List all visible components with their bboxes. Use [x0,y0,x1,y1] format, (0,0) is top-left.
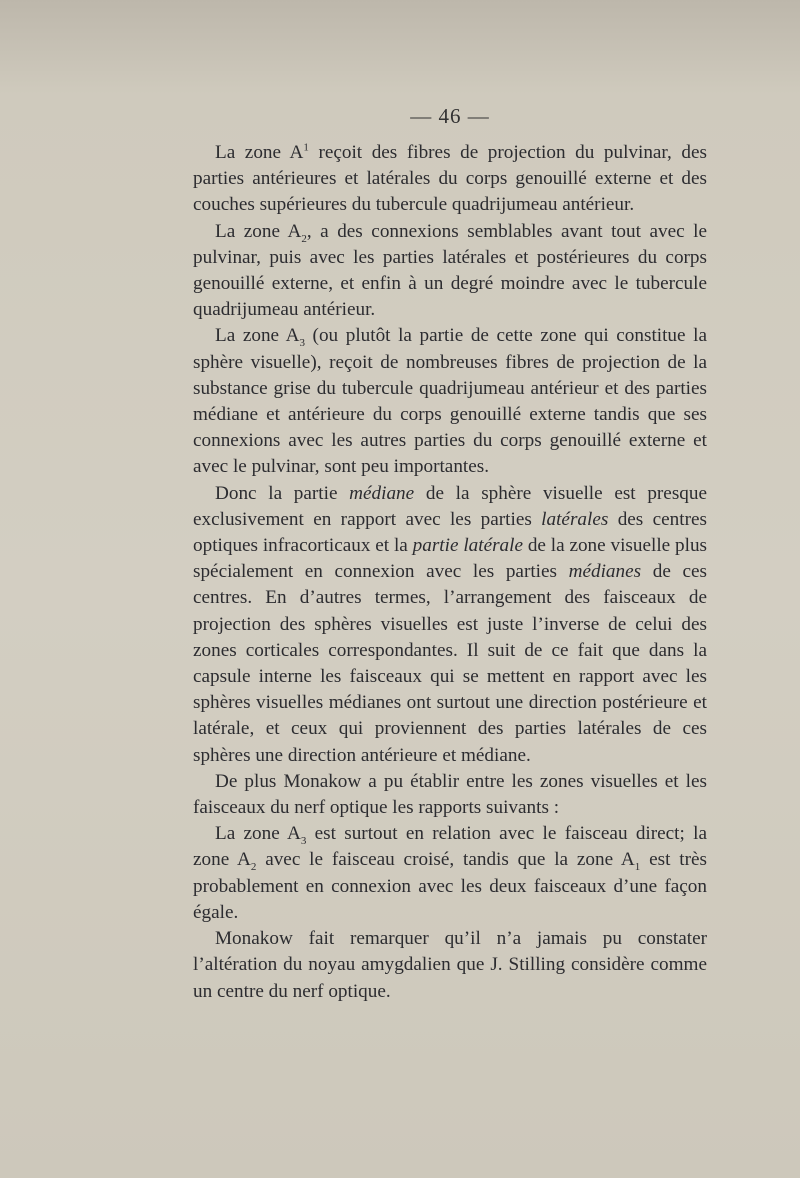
text-run: de la sphère visuelle est presque exclusivement en rapport avec les parties [193,482,707,530]
paragraph [193,323,707,480]
text-run: avec le faisceau croisé, tandis que la zone A [256,849,635,871]
text-run: La zone A [215,823,301,845]
italic-run: médianes [568,561,642,583]
subscript: 3 [299,337,305,350]
paragraph [193,821,707,926]
paragraph [193,769,707,821]
paragraph [193,481,707,769]
text-run: La zone A [215,325,300,347]
text-run: est très probablement en connexion avec les deux faisceaux d’une façon égale. [193,849,707,923]
subscript: 3 [300,835,307,848]
body-text [193,140,707,1005]
text-run: reçoit des fibres de projection du pulvinar, des parties antérieures et latérales du corps genouillé externe et des couches supérieures du tubercule quadrijumeau antérieur. [193,142,707,216]
subscript: 2 [301,232,307,245]
text-run: de la zone visuelle plus spécialement en connexion avec les parties [193,535,707,583]
italic-run: partie latérale [412,535,523,557]
paragraph [193,926,707,1005]
text-run: , a des connexions semblables avant tout avec le pulvinar, puis avec les parties latérales et postérieures du corps genouillé externe, et enfin à un degré moindre avec le tubercule quadrijumeau antérieur. [193,220,707,321]
text-run: (ou plutôt la partie de cette zone qui constitue la sphère visuelle), reçoit de nombreuses fibres de projection de la substance grise du tubercule quadrijumeau antérieur et des parties médiane et antérieure du corps genouillé externe tandis que ses connexions avec les autres parties du corps genouillé externe et avec le pulvinar, sont peu importantes. [193,325,707,478]
italic-run: médiane [349,482,415,504]
subscript: 1 [634,861,641,874]
text-run: Donc la partie [215,482,350,504]
text-run: est surtout en relation avec le faisceau direct; la zone A [193,823,707,871]
text-run: La zone A [215,142,304,163]
page-number: — 46 — [410,104,490,128]
paragraph [193,219,707,324]
superscript: 1 [303,141,309,154]
text-run: des centres optiques infracorticaux et la [193,508,707,557]
text-run: La zone A [215,220,302,242]
paragraph [193,140,707,219]
text-run: Monakow fait remarquer qu’il n’a jamais pu constater l’altération du noyau amygdalien que J. Stilling considère comme un centre du nerf optique. [193,928,707,1002]
italic-run: latérales [541,508,609,530]
subscript: 2 [250,861,257,874]
text-run: de ces centres. En d’autres termes, l’arrangement des faisceaux de projection des sphères visuelles est juste l’inverse de celui des zones corticales correspondantes. Il suit de ce fait que dans la capsule interne les faisceaux qui se mettent en rapport avec les sphères visuelles médianes ont surtout une direction postérieure et latérale, et ceux qui proviennent des parties latérales de ces sphères une direction antérieure et médiane. [193,561,707,766]
text-run: De plus Monakow a pu établir entre les zones visuelles et les faisceaux du nerf optique les rapports suivants : [193,770,707,819]
